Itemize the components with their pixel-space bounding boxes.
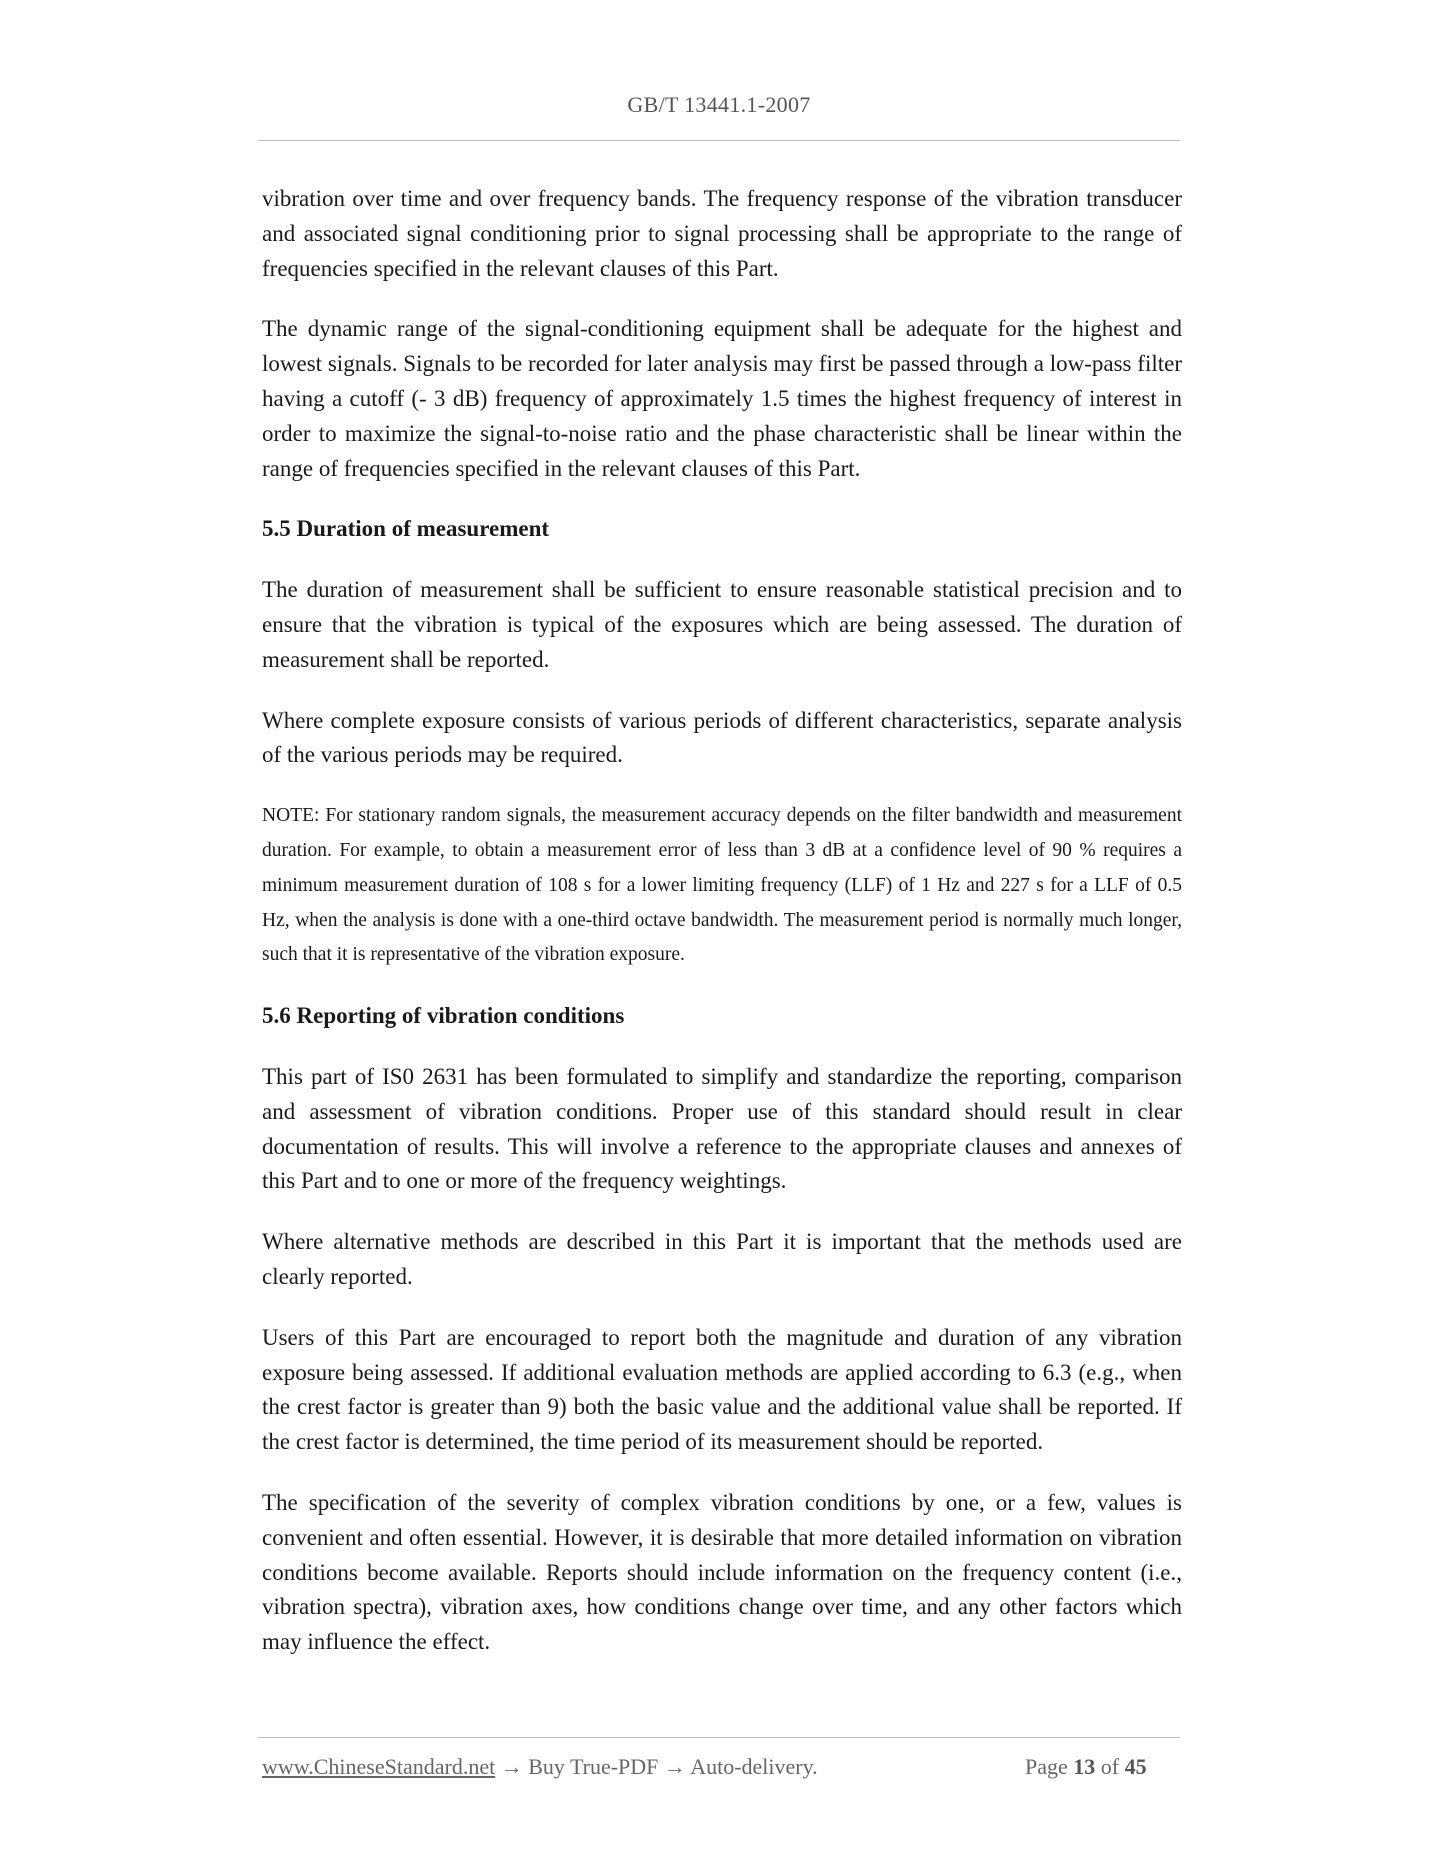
section-heading-5-6: 5.6 Reporting of vibration conditions [262,1003,625,1029]
footer-promo [262,1754,818,1780]
page-content [262,182,1182,1686]
of-label: of [1100,1754,1120,1779]
page-label: Page [1025,1754,1068,1779]
paragraph-exposure-periods: Where complete exposure consists of various periods of different characteristics, separate analysis of the various periods may be required. [262,707,1182,768]
total-pages: 45 [1124,1754,1147,1779]
footer-divider [258,1737,1180,1738]
paragraph-severity-specification: The specification of the severity of complex vibration conditions by one, or a few, values is convenient and often essential. However, it is desirable that more detailed information on vibration conditions become available. Reports should include information on the frequency content (i.e., vibration spectra), vibration axes, how conditions change over time, and any other factors which may influence the effect. [262,1489,1182,1655]
paragraph-magnitude-duration: Users of this Part are encouraged to report both the magnitude and duration of any vibration exposure being assessed. If additional evaluation methods are applied according to 6.3 (e.g., when the crest factor is greater than 9) both the basic value and the additional value shall be reported. If the crest factor is determined, the time period of its measurement should be reported. [262,1324,1182,1455]
promo-text: → Buy True-PDF → Auto-delivery. [495,1754,818,1779]
site-link[interactable]: www.ChineseStandard.net [262,1754,496,1779]
page-indicator [1025,1754,1147,1780]
paragraph-continued: vibration over time and over frequency bands. The frequency response of the vibration transducer and associated signal conditioning prior to signal processing shall be appropriate to the range of frequencies specified in the relevant clauses of this Part. [262,186,1182,281]
paragraph-dynamic-range: The dynamic range of the signal-conditioning equipment shall be adequate for the highest and lowest signals. Signals to be recorded for later analysis may first be passed through a low-pass filter having a cutoff (- 3 dB) frequency of approximately 1.5 times the highest frequency of interest in order to maximize the signal-to-noise ratio and the phase characteristic shall be linear within the range of frequencies specified in the relevant clauses of this Part. [262,316,1182,481]
header-divider [258,140,1180,141]
page-number: 13 [1073,1754,1096,1779]
note-paragraph: NOTE: For stationary random signals, the measurement accuracy depends on the filter bandwidth and measurement duration. For example, to obtain a measurement error of less than 3 dB at a confidence level of 90 % requires a minimum measurement duration of 108 s for a lower limiting frequency (LLF) of 1 Hz and 227 s for a LLF of 0.5 Hz, when the analysis is done with a one-third octave bandwidth. The measurement period is normally much longer, such that it is representative of the vibration exposure. [262,805,1182,966]
paragraph-reporting-intro: This part of IS0 2631 has been formulated to simplify and standardize the reporting, comparison and assessment of vibration conditions. Proper use of this standard should result in clear documentation of results. This will involve a reference to the appropriate clauses and annexes of this Part and to one or more of the frequency weightings. [262,1063,1182,1194]
section-heading-5-5: 5.5 Duration of measurement [262,516,550,542]
paragraph-duration: The duration of measurement shall be sufficient to ensure reasonable statistical precision and to ensure that the vibration is typical of the exposures which are being assessed. The duration of measurement shall be reported. [262,577,1182,672]
page-header: GB/T 13441.1-2007 [627,92,811,117]
paragraph-alternative-methods: Where alternative methods are described in this Part it is important that the methods used are clearly reported. [262,1229,1182,1289]
